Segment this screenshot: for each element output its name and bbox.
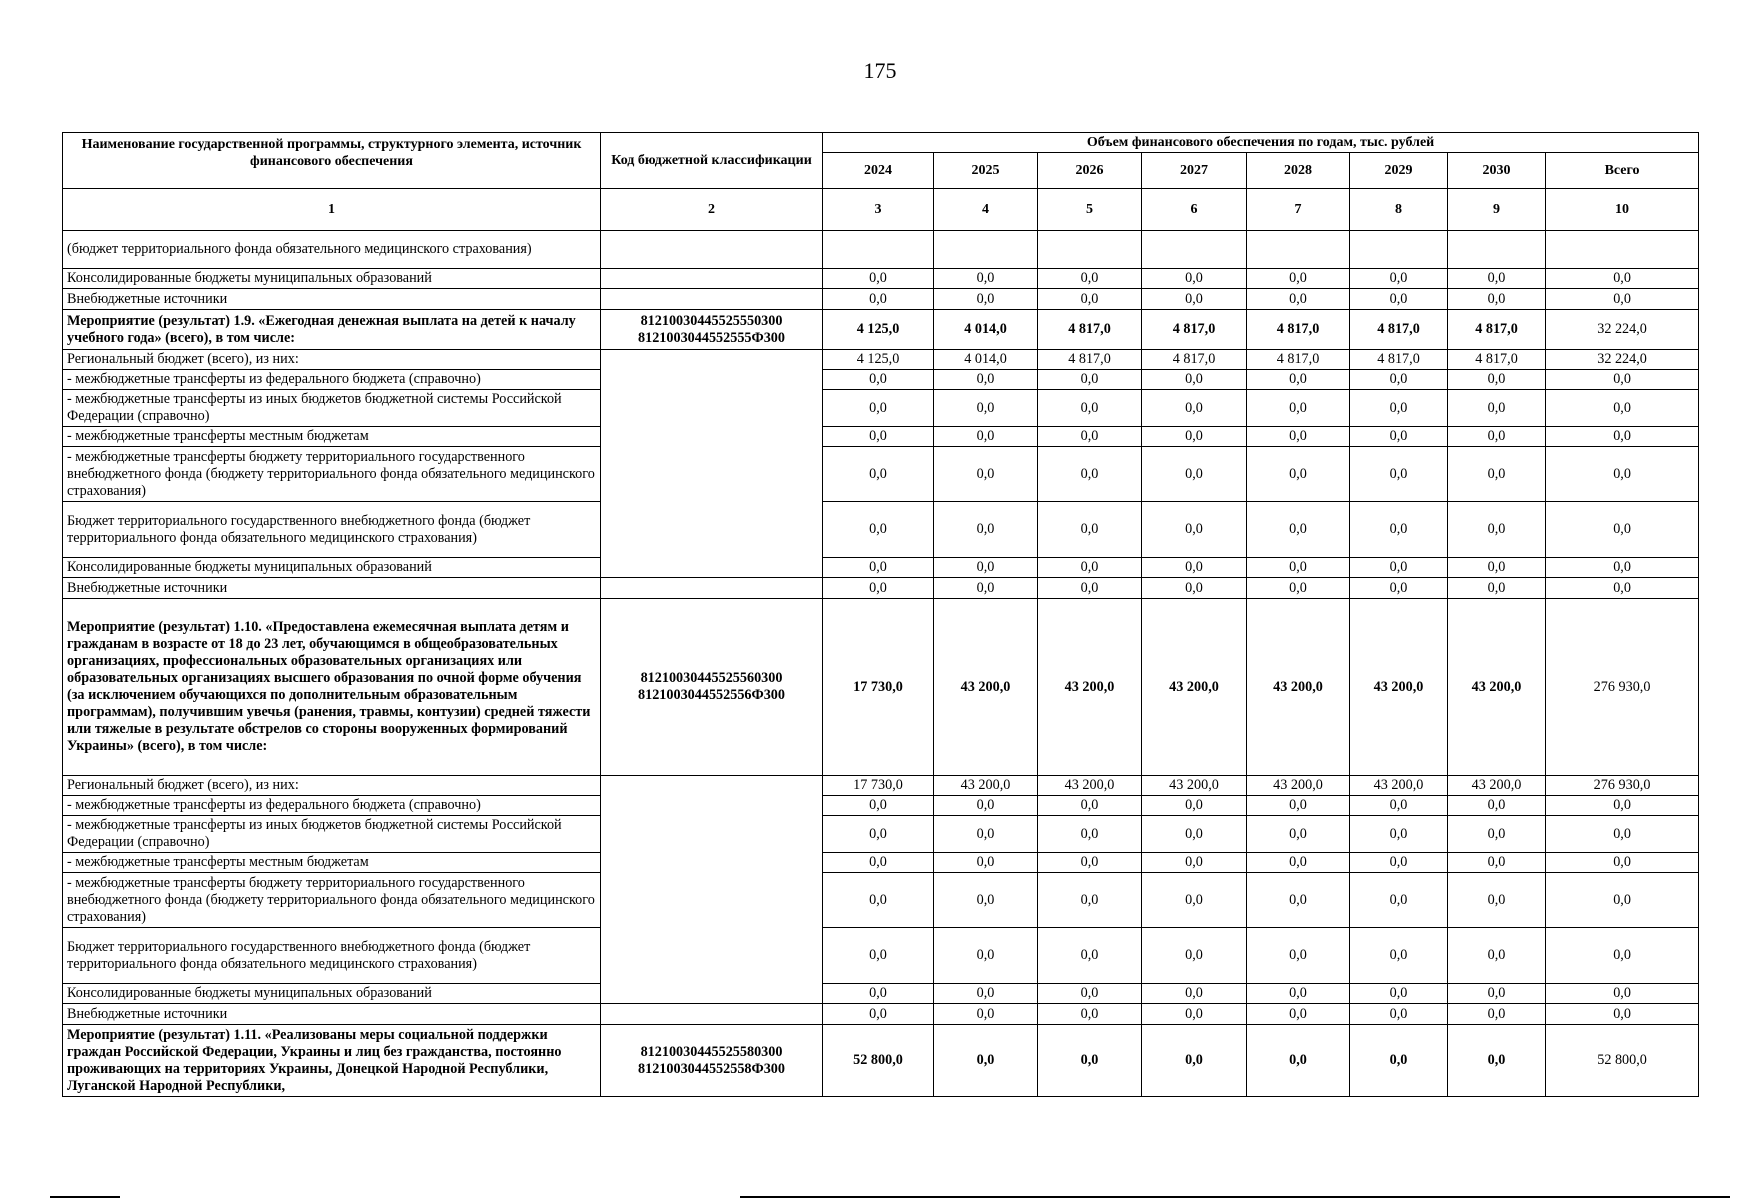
- year-value: 0,0: [1448, 370, 1546, 390]
- year-value: 0,0: [1448, 289, 1546, 310]
- year-value: 4 817,0: [1142, 350, 1247, 370]
- year-value: 43 200,0: [1247, 776, 1350, 796]
- column-number: 3: [823, 189, 934, 231]
- year-value: 0,0: [823, 370, 934, 390]
- year-value: 0,0: [934, 427, 1038, 447]
- year-value: 43 200,0: [1448, 776, 1546, 796]
- table-row: [63, 390, 1699, 427]
- total-value: 0,0: [1546, 928, 1699, 984]
- year-value: 4 817,0: [1247, 350, 1350, 370]
- table-row: [63, 310, 1699, 350]
- table-row: [63, 928, 1699, 984]
- row-name: Консолидированные бюджеты муниципальных образований: [63, 984, 601, 1004]
- year-value: 0,0: [1247, 269, 1350, 289]
- year-value: 0,0: [1142, 578, 1247, 599]
- total-value: 276 930,0: [1546, 599, 1699, 776]
- table-row: [63, 1025, 1699, 1097]
- year-value: 0,0: [1038, 928, 1142, 984]
- year-value: 0,0: [1448, 578, 1546, 599]
- total-value: 32 224,0: [1546, 310, 1699, 350]
- row-name: Консолидированные бюджеты муниципальных образований: [63, 269, 601, 289]
- row-name: - межбюджетные трансферты бюджету территориального государственного внебюджетного фонда (бюджету территориального фонда обязательного медицинского страхования): [63, 873, 601, 928]
- year-value: 0,0: [1350, 853, 1448, 873]
- column-number: 4: [934, 189, 1038, 231]
- year-value: 0,0: [1142, 289, 1247, 310]
- year-value: 0,0: [823, 269, 934, 289]
- year-value: 0,0: [823, 853, 934, 873]
- year-value: 0,0: [1038, 984, 1142, 1004]
- total-value: 0,0: [1546, 269, 1699, 289]
- bottom-rule: [740, 1196, 1730, 1198]
- total-value: 0,0: [1546, 289, 1699, 310]
- year-value: 0,0: [934, 816, 1038, 853]
- year-value: 0,0: [1142, 370, 1247, 390]
- budget-code: [601, 1004, 823, 1025]
- year-value: 0,0: [1142, 1004, 1247, 1025]
- year-value: 0,0: [1448, 558, 1546, 578]
- year-value: 0,0: [1448, 502, 1546, 558]
- year-value: 0,0: [1247, 447, 1350, 502]
- budget-code: [601, 776, 823, 1004]
- table-row: [63, 816, 1699, 853]
- column-number: 9: [1448, 189, 1546, 231]
- year-value: 0,0: [1247, 1004, 1350, 1025]
- year-value: 0,0: [823, 873, 934, 928]
- year-value: 0,0: [934, 578, 1038, 599]
- year-value: 0,0: [823, 816, 934, 853]
- year-value: [1247, 231, 1350, 269]
- year-value: 0,0: [1142, 816, 1247, 853]
- year-value: 0,0: [1142, 390, 1247, 427]
- table-row: [63, 578, 1699, 599]
- year-value: 0,0: [1350, 796, 1448, 816]
- year-value: 0,0: [823, 447, 934, 502]
- row-name: Консолидированные бюджеты муниципальных образований: [63, 558, 601, 578]
- year-value: 0,0: [1142, 853, 1247, 873]
- row-name: Внебюджетные источники: [63, 1004, 601, 1025]
- row-name: Региональный бюджет (всего), из них:: [63, 350, 601, 370]
- year-value: 0,0: [1448, 928, 1546, 984]
- year-value: 0,0: [1448, 853, 1546, 873]
- total-value: 0,0: [1546, 370, 1699, 390]
- year-value: 43 200,0: [934, 599, 1038, 776]
- year-value: 0,0: [934, 502, 1038, 558]
- year-value: 0,0: [1038, 289, 1142, 310]
- year-value: 0,0: [823, 502, 934, 558]
- year-value: 0,0: [1350, 390, 1448, 427]
- table-row: [63, 984, 1699, 1004]
- year-value: 4 817,0: [1350, 350, 1448, 370]
- total-value: 0,0: [1546, 502, 1699, 558]
- year-value: 0,0: [823, 928, 934, 984]
- year-value: 0,0: [1350, 289, 1448, 310]
- year-value: 0,0: [934, 447, 1038, 502]
- year-value: 0,0: [1350, 558, 1448, 578]
- year-value: 0,0: [823, 984, 934, 1004]
- row-name: - межбюджетные трансферты из иных бюджетов бюджетной системы Российской Федерации (справочно): [63, 390, 601, 427]
- year-value: 17 730,0: [823, 599, 934, 776]
- year-value: 0,0: [1038, 1025, 1142, 1097]
- header-year: 2026: [1038, 153, 1142, 189]
- year-value: 0,0: [1448, 427, 1546, 447]
- year-value: 0,0: [1038, 578, 1142, 599]
- year-value: 0,0: [1038, 873, 1142, 928]
- total-value: 0,0: [1546, 558, 1699, 578]
- header-name: Наименование государственной программы, структурного элемента, источник финансового обеспечения: [63, 133, 601, 189]
- column-number: 5: [1038, 189, 1142, 231]
- year-value: 0,0: [1038, 390, 1142, 427]
- header-year: 2027: [1142, 153, 1247, 189]
- header-code: Код бюджетной классификации: [601, 133, 823, 189]
- year-value: 0,0: [934, 390, 1038, 427]
- table-row: [63, 796, 1699, 816]
- year-value: 0,0: [1247, 289, 1350, 310]
- year-value: 4 817,0: [1038, 310, 1142, 350]
- year-value: 0,0: [823, 558, 934, 578]
- budget-code: 81210030445525550300 8121003044552555Ф300: [601, 310, 823, 350]
- row-name: Региональный бюджет (всего), из них:: [63, 776, 601, 796]
- header-volume: Объем финансового обеспечения по годам, тыс. рублей: [823, 133, 1699, 153]
- total-value: 0,0: [1546, 390, 1699, 427]
- year-value: 0,0: [1350, 427, 1448, 447]
- year-value: 0,0: [1247, 427, 1350, 447]
- year-value: 4 125,0: [823, 310, 934, 350]
- year-value: [1142, 231, 1247, 269]
- year-value: 0,0: [1247, 796, 1350, 816]
- total-value: 0,0: [1546, 578, 1699, 599]
- total-value: 0,0: [1546, 984, 1699, 1004]
- year-value: 52 800,0: [823, 1025, 934, 1097]
- bottom-rule: [50, 1196, 120, 1198]
- year-value: 0,0: [823, 796, 934, 816]
- year-value: 4 817,0: [1038, 350, 1142, 370]
- year-value: 0,0: [1350, 447, 1448, 502]
- year-value: 43 200,0: [1350, 599, 1448, 776]
- total-value: 0,0: [1546, 796, 1699, 816]
- table-body: [63, 231, 1699, 1097]
- header-year: 2030: [1448, 153, 1546, 189]
- year-value: 0,0: [823, 289, 934, 310]
- year-value: 0,0: [934, 928, 1038, 984]
- table-row: [63, 289, 1699, 310]
- table-row: [63, 599, 1699, 776]
- row-name: - межбюджетные трансферты из федерального бюджета (справочно): [63, 796, 601, 816]
- year-value: 0,0: [1247, 816, 1350, 853]
- year-value: 0,0: [823, 578, 934, 599]
- header-year: 2029: [1350, 153, 1448, 189]
- total-value: [1546, 231, 1699, 269]
- column-number: 1: [63, 189, 601, 231]
- budget-code: 81210030445525580300 8121003044552558Ф300: [601, 1025, 823, 1097]
- year-value: 0,0: [1038, 370, 1142, 390]
- year-value: 4 125,0: [823, 350, 934, 370]
- year-value: [1038, 231, 1142, 269]
- total-value: 0,0: [1546, 447, 1699, 502]
- header-year: 2028: [1247, 153, 1350, 189]
- year-value: 0,0: [934, 558, 1038, 578]
- table-row: [63, 853, 1699, 873]
- table-row: [63, 269, 1699, 289]
- year-value: 0,0: [1350, 1025, 1448, 1097]
- year-value: 43 200,0: [1038, 599, 1142, 776]
- year-value: 0,0: [823, 427, 934, 447]
- year-value: 0,0: [1038, 558, 1142, 578]
- row-name: - межбюджетные трансферты из иных бюджетов бюджетной системы Российской Федерации (справочно): [63, 816, 601, 853]
- table-row: [63, 873, 1699, 928]
- year-value: 0,0: [1247, 558, 1350, 578]
- row-name: - межбюджетные трансферты из федерального бюджета (справочно): [63, 370, 601, 390]
- year-value: 0,0: [1038, 816, 1142, 853]
- row-name: - межбюджетные трансферты бюджету территориального государственного внебюджетного фонда (бюджету территориального фонда обязательного медицинского страхования): [63, 447, 601, 502]
- year-value: [823, 231, 934, 269]
- financing-table: [62, 132, 1699, 1097]
- year-value: 0,0: [1350, 984, 1448, 1004]
- year-value: 43 200,0: [1142, 776, 1247, 796]
- year-value: 0,0: [934, 1004, 1038, 1025]
- row-name: (бюджет территориального фонда обязательного медицинского страхования): [63, 231, 601, 269]
- total-value: 32 224,0: [1546, 350, 1699, 370]
- year-value: 0,0: [1142, 796, 1247, 816]
- year-value: 0,0: [934, 984, 1038, 1004]
- year-value: 0,0: [1247, 984, 1350, 1004]
- column-number: 6: [1142, 189, 1247, 231]
- year-value: 0,0: [934, 853, 1038, 873]
- year-value: 0,0: [1038, 853, 1142, 873]
- budget-code: 81210030445525560300 8121003044552556Ф300: [601, 599, 823, 776]
- year-value: 0,0: [1350, 928, 1448, 984]
- year-value: 0,0: [1350, 816, 1448, 853]
- budget-code: [601, 289, 823, 310]
- budget-code: [601, 269, 823, 289]
- year-value: 0,0: [1448, 796, 1546, 816]
- total-value: 52 800,0: [1546, 1025, 1699, 1097]
- year-value: 0,0: [1038, 796, 1142, 816]
- year-value: 0,0: [934, 1025, 1038, 1097]
- year-value: 0,0: [1350, 269, 1448, 289]
- year-value: 0,0: [1038, 447, 1142, 502]
- year-value: 0,0: [1142, 1025, 1247, 1097]
- row-name: Бюджет территориального государственного внебюджетного фонда (бюджет территориального фонда обязательного медицинского страхования): [63, 928, 601, 984]
- year-value: [1350, 231, 1448, 269]
- year-value: 0,0: [823, 390, 934, 427]
- row-name: Внебюджетные источники: [63, 578, 601, 599]
- year-value: 0,0: [1142, 558, 1247, 578]
- year-value: 0,0: [1350, 502, 1448, 558]
- table-row: [63, 427, 1699, 447]
- year-value: 0,0: [1448, 1004, 1546, 1025]
- table-row: [63, 231, 1699, 269]
- column-number: 10: [1546, 189, 1699, 231]
- year-value: 4 014,0: [934, 310, 1038, 350]
- year-value: 0,0: [1142, 447, 1247, 502]
- year-value: 4 817,0: [1448, 350, 1546, 370]
- table-row: [63, 1004, 1699, 1025]
- row-name: - межбюджетные трансферты местным бюджетам: [63, 853, 601, 873]
- column-number: 7: [1247, 189, 1350, 231]
- year-value: 0,0: [1142, 269, 1247, 289]
- column-number: 8: [1350, 189, 1448, 231]
- row-name: Мероприятие (результат) 1.11. «Реализованы меры социальной поддержки граждан Российской Федерации, Украины и лиц без гражданства, постоянно проживающих на территориях Украины, Донецкой Народной Республики, Луганской Народной Республики,: [63, 1025, 601, 1097]
- year-value: 0,0: [1247, 578, 1350, 599]
- year-value: 0,0: [1038, 1004, 1142, 1025]
- year-value: 0,0: [934, 269, 1038, 289]
- year-value: 4 817,0: [1142, 310, 1247, 350]
- year-value: 0,0: [1142, 502, 1247, 558]
- year-value: 0,0: [1142, 873, 1247, 928]
- year-value: 0,0: [1350, 578, 1448, 599]
- header-year: 2025: [934, 153, 1038, 189]
- year-value: 0,0: [1350, 1004, 1448, 1025]
- total-value: 0,0: [1546, 427, 1699, 447]
- year-value: 0,0: [1448, 390, 1546, 427]
- year-value: 0,0: [1142, 984, 1247, 1004]
- budget-code: [601, 350, 823, 578]
- year-value: 0,0: [934, 370, 1038, 390]
- year-value: [934, 231, 1038, 269]
- year-value: 4 817,0: [1247, 310, 1350, 350]
- year-value: 0,0: [1448, 873, 1546, 928]
- year-value: 43 200,0: [1350, 776, 1448, 796]
- year-value: 0,0: [1247, 370, 1350, 390]
- year-value: 0,0: [1448, 1025, 1546, 1097]
- year-value: 0,0: [1247, 928, 1350, 984]
- year-value: 0,0: [1350, 873, 1448, 928]
- year-value: 4 014,0: [934, 350, 1038, 370]
- year-value: 0,0: [1448, 984, 1546, 1004]
- year-value: 0,0: [1038, 502, 1142, 558]
- year-value: 0,0: [1142, 928, 1247, 984]
- total-value: 276 930,0: [1546, 776, 1699, 796]
- total-value: 0,0: [1546, 816, 1699, 853]
- year-value: 4 817,0: [1350, 310, 1448, 350]
- table-row: [63, 502, 1699, 558]
- year-value: 0,0: [1247, 1025, 1350, 1097]
- year-value: 43 200,0: [1038, 776, 1142, 796]
- table-row: [63, 350, 1699, 370]
- year-value: 0,0: [1448, 269, 1546, 289]
- total-value: 0,0: [1546, 853, 1699, 873]
- budget-code: [601, 578, 823, 599]
- column-number: 2: [601, 189, 823, 231]
- year-value: 0,0: [1247, 502, 1350, 558]
- row-name: Внебюджетные источники: [63, 289, 601, 310]
- page-number: 175: [863, 58, 897, 83]
- year-value: 4 817,0: [1448, 310, 1546, 350]
- year-value: 43 200,0: [934, 776, 1038, 796]
- row-name: - межбюджетные трансферты местным бюджетам: [63, 427, 601, 447]
- row-name: Мероприятие (результат) 1.10. «Предоставлена ежемесячная выплата детям и гражданам в возрасте от 18 до 23 лет, обучающимся в общеобразовательных организациях, профессиональных образовательных организациях или образовательных организациях высшего образования по очной форме обучения (за исключением обучающихся по дополнительным образовательным программам), получившим увечья (ранения, травмы, контузии) средней тяжести или тяжелые в результате обстрелов со стороны вооруженных формирований Украины» (всего), в том числе:: [63, 599, 601, 776]
- table-row: [63, 370, 1699, 390]
- budget-code: [601, 231, 823, 269]
- row-name: Мероприятие (результат) 1.9. «Ежегодная денежная выплата на детей к началу учебного года» (всего), в том числе:: [63, 310, 601, 350]
- year-value: 0,0: [934, 796, 1038, 816]
- total-value: 0,0: [1546, 1004, 1699, 1025]
- total-value: 0,0: [1546, 873, 1699, 928]
- row-name: Бюджет территориального государственного внебюджетного фонда (бюджет территориального фонда обязательного медицинского страхования): [63, 502, 601, 558]
- year-value: [1448, 231, 1546, 269]
- year-value: 0,0: [1247, 390, 1350, 427]
- year-value: 17 730,0: [823, 776, 934, 796]
- year-value: 43 200,0: [1448, 599, 1546, 776]
- year-value: 0,0: [1038, 269, 1142, 289]
- year-value: 0,0: [934, 873, 1038, 928]
- year-value: 0,0: [1142, 427, 1247, 447]
- table-row: [63, 558, 1699, 578]
- header-year: 2024: [823, 153, 934, 189]
- year-value: 0,0: [1448, 816, 1546, 853]
- table-row: [63, 447, 1699, 502]
- year-value: 0,0: [1247, 853, 1350, 873]
- year-value: 0,0: [1247, 873, 1350, 928]
- year-value: 43 200,0: [1142, 599, 1247, 776]
- year-value: 0,0: [1350, 370, 1448, 390]
- year-value: 0,0: [1038, 427, 1142, 447]
- year-value: 0,0: [1448, 447, 1546, 502]
- year-value: 43 200,0: [1247, 599, 1350, 776]
- header-total: Всего: [1546, 153, 1699, 189]
- year-value: 0,0: [823, 1004, 934, 1025]
- year-value: 0,0: [934, 289, 1038, 310]
- table-row: [63, 776, 1699, 796]
